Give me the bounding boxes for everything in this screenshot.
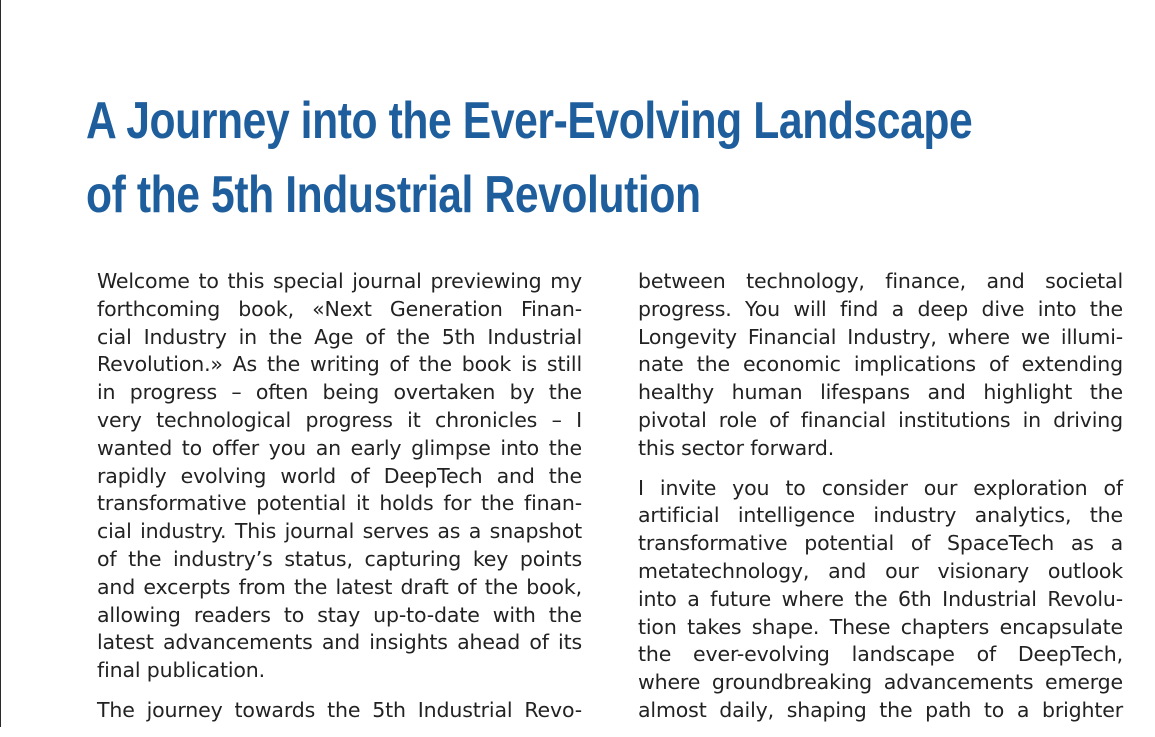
text-line: healthy human lifespans and highlight the xyxy=(638,380,1123,405)
text-line: final publication. xyxy=(97,658,266,683)
text-line: Welcome to this special journal previewing my xyxy=(97,269,582,293)
text-line: almost daily, shaping the path to a brighter xyxy=(638,697,1123,722)
right-paragraph-2 xyxy=(638,475,1123,725)
text-line: artificial intelligence industry analytics, the xyxy=(638,503,1123,528)
text-line: tion takes shape. These chapters encapsulate xyxy=(638,614,1123,639)
left-paragraph-2 xyxy=(97,697,582,725)
text-line: The journey towards the 5th Industrial Revo- xyxy=(97,697,582,722)
text-line: metatechnology, and our visionary outlook xyxy=(638,558,1123,583)
text-line: in progress – often being overtaken by the xyxy=(97,380,582,405)
text-line: latest advancements and insights ahead of its xyxy=(97,630,582,655)
text-line: wanted to offer you an early glimpse into the xyxy=(97,435,582,460)
text-line: pivotal role of financial institutions in driving xyxy=(638,407,1123,432)
text-line: of the industry’s status, capturing key points xyxy=(97,546,582,571)
right-text-column xyxy=(638,268,1123,737)
article-title xyxy=(86,84,973,232)
text-line: nate the economic implications of extending xyxy=(638,352,1123,377)
text-line: Revolution.» As the writing of the book is still xyxy=(97,352,582,377)
text-line: the ever-evolving landscape of DeepTech, xyxy=(638,642,1123,667)
page-edge-line xyxy=(0,0,1,727)
text-line: where groundbreaking advancements emerge xyxy=(638,670,1123,695)
text-line: this sector forward. xyxy=(638,435,835,460)
text-line: allowing readers to stay up-to-date with the xyxy=(97,602,582,627)
text-line: rapidly evolving world of DeepTech and the xyxy=(97,463,582,488)
text-line: cial Industry in the Age of the 5th Industrial xyxy=(97,324,582,349)
article-title-line-1: A Journey into the Ever-Evolving Landscape xyxy=(86,92,973,150)
text-line: Longevity Financial Industry, where we illumi- xyxy=(638,324,1123,349)
text-line: cial industry. This journal serves as a snapshot xyxy=(97,519,582,544)
text-line: progress. You will find a deep dive into the xyxy=(638,296,1123,321)
article-title-line-2: of the 5th Industrial Revolution xyxy=(86,166,701,224)
text-line: very technological progress it chronicles – I xyxy=(97,407,582,432)
text-line: and excerpts from the latest draft of the book, xyxy=(97,574,582,599)
right-paragraph-1 xyxy=(638,268,1123,463)
text-line: transformative potential of SpaceTech as a xyxy=(638,531,1123,556)
left-paragraph-1 xyxy=(97,268,582,685)
text-line: transformative potential it holds for the finan- xyxy=(97,491,582,516)
text-line: between technology, finance, and societal xyxy=(638,269,1123,293)
left-text-column xyxy=(97,268,582,737)
text-line: I invite you to consider our exploration of xyxy=(638,475,1123,500)
text-line: into a future where the 6th Industrial Revolu- xyxy=(638,586,1123,611)
text-line: forthcoming book, «Next Generation Finan- xyxy=(97,296,582,321)
